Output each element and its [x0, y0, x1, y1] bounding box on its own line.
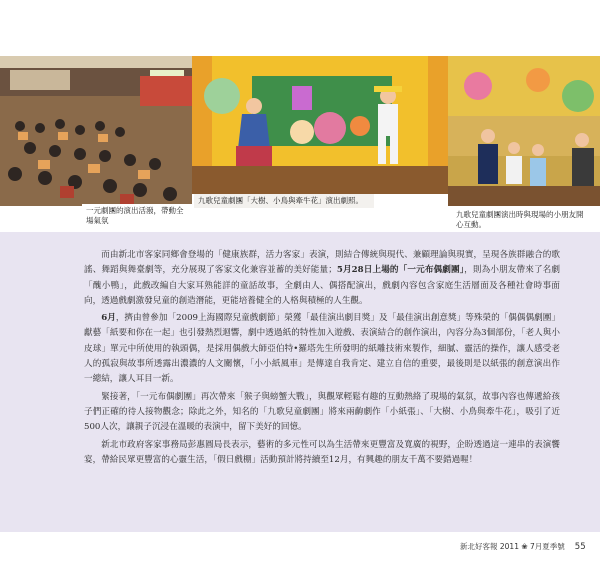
stage-performance-photo	[192, 56, 448, 194]
paragraph-4: 新北市政府客家事務局彭惠圓局長表示，藝術的多元性可以為生活帶來更豐富及寬廣的視野，企盼透過這一連串的表演饗宴，帶給民眾更豐富的心靈生活，「假日戲棚」活動預計將持續至12月，有興趣的朋友千萬不要錯過喔！	[84, 439, 560, 465]
page-number: 55	[574, 542, 586, 552]
paragraph-1: 而由新北市客家同鄉會登場的「健康族群，活力客家」表演，則結合傳統與現代、兼顧理論與現實，呈現各族群融合的歌謠、舞蹈與舞臺劇等，充分展現了客家文化兼容並蓄的美好能量；5月28日上場的「一元布偶劇團」，則為小朋友帶來了名劇「醜小鴨」，此戲改編自大家耳熟能詳的童話故事，全劇由人、偶搭配演出，戲劇內容包含家庭生活層面及各種社會時事面向，透過戲劇激發兒童的創造潛能，更能培養健全的人格與積極的人生觀。	[84, 250, 560, 306]
magazine-issue: 新北好客報 2011 ❀ 7月夏季號	[460, 542, 565, 551]
caption-children: 九歌兒童劇團演出時與現場的小朋友開心互動。	[452, 208, 592, 232]
audience-photo	[0, 56, 192, 206]
paragraph-2: 6月，擠由曾參加「2009上海國際兒童戲劇節」榮獲「最佳演出劇目獎」及「最佳演出創意獎」等殊榮的「偶偶偶劇團」獻藝「紙要和你在一起」也引發熱烈迴響，劇中透過紙的特性加入遊戲、表演結合的創作演出，內容分為3個部份，「老人與小皮球」單元中所使用的執頭偶，是採用偶戲大師亞伯特•羅塔先生所發明的紙雕技術來製作，細膩、靈活的操作，讓人感受老人的孤寂與故事所透露出濃濃的人文關懷，「小小紙風車」是傳達自我肯定、建立自信的重要，最後則是以紙張的創意演出作一總結，讓人耳目一新。	[84, 313, 560, 385]
article-body	[84, 248, 560, 470]
caption-audience: 一元劇團的演出活潑，帶動全場氣氛	[82, 204, 192, 228]
paragraph-3: 緊接著，「一元布偶劇團」再次帶來「猴子與螃蟹大戰」，與觀眾輕鬆有趣的互動熱絡了現場的氣氛，故事內容也傳遞給孩子們正確的待人接物觀念；除此之外，知名的「九歌兒童劇團」將來兩齣劇作「小紙張」、「大樹、小鳥與牽牛花」，吸引了近500人次，讓親子沉浸在溫暖的表演中，留下美好的回憶。	[84, 391, 560, 433]
children-interaction-photo	[448, 56, 600, 206]
caption-stage: 九歌兒童劇團「大樹、小鳥與牽牛花」演出劇照。	[194, 194, 374, 208]
page-footer	[460, 541, 590, 552]
